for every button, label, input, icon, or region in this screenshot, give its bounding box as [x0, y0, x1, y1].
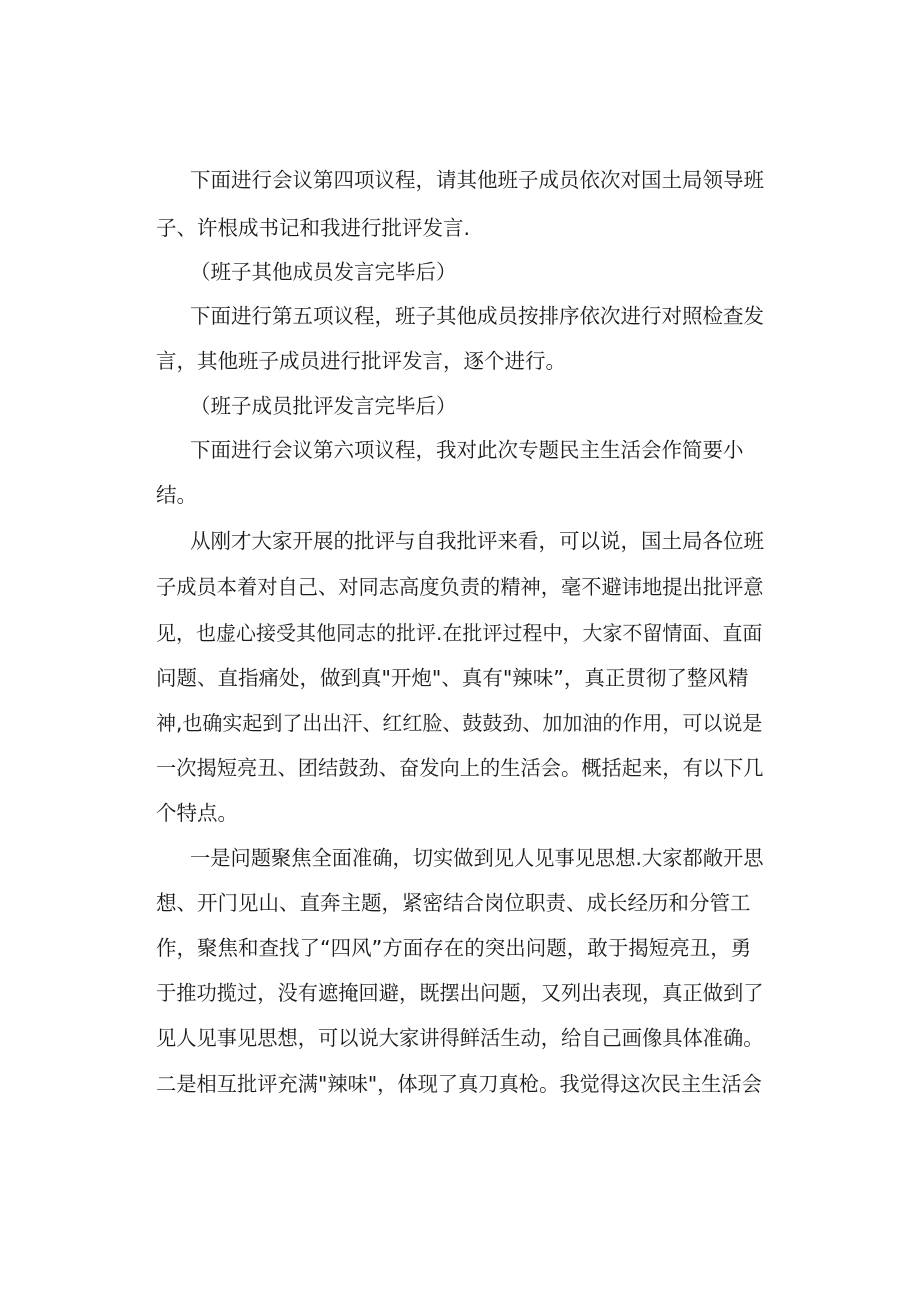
text-line: 问题、直指痛处，做到真"开炮"、真有"辣味”，真正贯彻了整风精: [156, 666, 749, 690]
text-line: 见，也虚心接受其他同志的批评.在批评过程中，大家不留情面、直面: [156, 621, 763, 645]
text-line: （班子其他成员发言完毕后）: [190, 260, 457, 284]
text-line: 子成员本着对自己、对同志高度负责的精神，毫不避讳地提出批评意: [156, 575, 764, 599]
text-line: 个特点。: [156, 801, 238, 825]
text-line: 从刚才大家开展的批评与自我批评来看，可以说，国土局各位班: [190, 529, 764, 553]
text-line: 下面进行会议第六项议程，我对此次专题民主生活会作简要小: [190, 438, 744, 462]
text-line: 结。: [156, 483, 197, 507]
text-line: 想、开门见山、直奔主题，紧密结合岗位职责、成长经历和分管工: [156, 891, 751, 915]
text-line: 一次揭短亮丑、团结鼓劲、奋发向上的生活会。概括起来，有以下几: [156, 756, 764, 780]
text-line: 子、许根成书记和我进行批评发言.: [156, 216, 471, 240]
text-line: 下面进行会议第四项议程，请其他班子成员依次对国土局领导班: [190, 168, 764, 192]
text-line: 见人见事见思想，可以说大家讲得鲜活生动，给自己画像具体准确。: [156, 1026, 764, 1050]
text-line: 言，其他班子成员进行批评发言，逐个进行。: [156, 349, 566, 373]
text-line: 下面进行第五项议程，班子其他成员按排序依次进行对照检查发: [190, 304, 764, 328]
text-line: 二是相互批评充满"辣味"，体现了真刀真枪。我觉得这次民主生活会: [156, 1072, 762, 1096]
text-line: 一是问题聚焦全面准确，切实做到见人见事见思想.大家都敞开思: [190, 846, 764, 870]
text-line: 于推功揽过，没有遮掩回避，既摆出问题，又列出表现，真正做到了: [156, 981, 764, 1005]
text-line: 作，聚焦和查找了“四风”方面存在的突出问题，敢于揭短亮丑，勇: [156, 936, 752, 960]
text-line: 神,也确实起到了出出汗、红红脸、鼓鼓劲、加加油的作用，可以说是: [156, 711, 763, 735]
text-line: （班子成员批评发言完毕后）: [190, 394, 457, 418]
